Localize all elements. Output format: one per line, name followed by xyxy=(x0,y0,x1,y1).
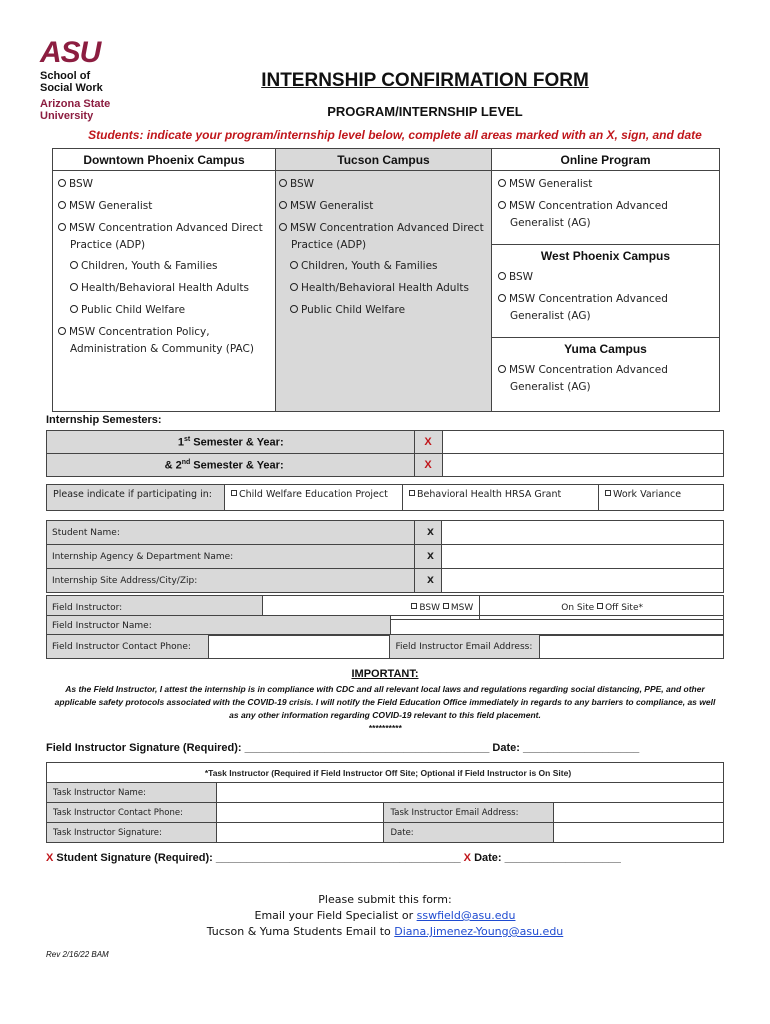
instructions: Students: indicate your program/internship level below, complete all areas marked with an X, sign, and date xyxy=(88,128,702,142)
checkbox-icon xyxy=(605,490,611,496)
student-name-label: Student Name: xyxy=(47,521,415,545)
task-instructor-note: *Task Instructor (Required if Field Instructor Off Site; Optional if Field Instructor is On Site) xyxy=(47,763,724,783)
form-subtitle: PROGRAM/INTERNSHIP LEVEL xyxy=(327,104,523,119)
ti-name-label: Task Instructor Name: xyxy=(47,783,217,803)
submit-line3: Tucson & Yuma Students Email to Diana.Jimenez-Young@asu.edu xyxy=(206,925,564,938)
fi-name-label: Field Instructor Name: xyxy=(47,616,391,636)
form-title: INTERNSHIP CONFIRMATION FORM xyxy=(261,70,589,91)
online-heading: Online Program xyxy=(492,149,719,171)
checkbox-icon xyxy=(597,603,603,609)
ti-email-label: Task Instructor Email Address: xyxy=(384,803,554,823)
downtown-cyf-option[interactable]: Children, Youth & Families xyxy=(70,258,218,275)
online-msw-generalist-option[interactable]: MSW Generalist xyxy=(498,176,592,193)
west-ag-option[interactable]: MSW Concentration Advanced Generalist (AG) xyxy=(498,291,668,325)
fi-email-label: Field Instructor Email Address: xyxy=(390,635,540,659)
first-semester-label: 1st Semester & Year: xyxy=(47,431,415,454)
field-instructor-contact-table xyxy=(46,615,724,636)
tucson-bsw-option[interactable]: BSW xyxy=(279,176,314,193)
fi-name-input[interactable] xyxy=(390,616,723,636)
radio-icon xyxy=(58,201,66,209)
site-address-label: Internship Site Address/City/Zip: xyxy=(47,569,415,593)
required-mark: X xyxy=(414,545,442,569)
downtown-msw-generalist-option[interactable]: MSW Generalist xyxy=(58,198,152,215)
field-instructor-label: Field Instructor: xyxy=(47,596,263,620)
tucson-pcw-option[interactable]: Public Child Welfare xyxy=(290,302,405,319)
task-instructor-table xyxy=(46,762,724,843)
radio-icon xyxy=(290,305,298,313)
important-line2: applicable safety protocols associated with the COVID-19 crisis. I will notify the Field Education Office immediately in regards to any barriers to compliance, as well xyxy=(54,697,716,707)
second-semester-input[interactable] xyxy=(442,454,723,477)
agency-label: Internship Agency & Department Name: xyxy=(47,545,415,569)
agency-input[interactable] xyxy=(442,545,724,569)
radio-icon xyxy=(70,305,78,313)
ti-name-input[interactable] xyxy=(216,783,723,803)
downtown-bsw-option[interactable]: BSW xyxy=(58,176,93,193)
semesters-label: Internship Semesters: xyxy=(46,414,162,426)
site-status-checkboxes[interactable]: On Site Off Site* xyxy=(480,596,724,620)
important-line3: as any other information regarding COVID-19 relevant to this field placement. xyxy=(229,710,541,720)
tucson-msw-generalist-option[interactable]: MSW Generalist xyxy=(279,198,373,215)
radio-icon xyxy=(498,294,506,302)
radio-icon xyxy=(58,223,66,231)
radio-icon xyxy=(279,223,287,231)
important-stars: ********** xyxy=(368,723,402,733)
online-ag-option[interactable]: MSW Concentration Advanced Generalist (AG) xyxy=(498,198,668,232)
radio-icon xyxy=(290,261,298,269)
field-email-link[interactable]: sswfield@asu.edu xyxy=(416,909,516,922)
downtown-pac-option[interactable]: MSW Concentration Policy, Administration & Community (PAC) xyxy=(58,324,254,358)
student-info-table xyxy=(46,520,724,593)
participation-label: Please indicate if participating in: xyxy=(47,485,225,510)
fi-email-input[interactable] xyxy=(540,635,724,659)
checkbox-icon xyxy=(443,603,449,609)
logo-line4: University xyxy=(40,110,94,122)
downtown-adp-option[interactable]: MSW Concentration Advanced Direct Practice (ADP) xyxy=(58,220,263,254)
ti-email-input[interactable] xyxy=(554,803,724,823)
first-semester-input[interactable] xyxy=(442,431,723,454)
radio-icon xyxy=(279,179,287,187)
site-address-input[interactable] xyxy=(442,569,724,593)
checkbox-icon xyxy=(231,490,237,496)
radio-icon xyxy=(498,201,506,209)
student-name-input[interactable] xyxy=(442,521,724,545)
checkbox-icon xyxy=(409,490,415,496)
hrsa-checkbox[interactable]: Behavioral Health HRSA Grant xyxy=(403,485,599,510)
fi-phone-input[interactable] xyxy=(208,635,390,659)
tucson-email-link[interactable]: Diana.Jimenez-Young@asu.edu xyxy=(394,925,564,938)
field-instructor-phone-table xyxy=(46,634,724,659)
logo-line2: Social Work xyxy=(40,82,103,94)
ti-signature-input[interactable] xyxy=(216,823,384,843)
semesters-table xyxy=(46,430,724,477)
tucson-heading: Tucson Campus xyxy=(275,149,492,171)
radio-icon xyxy=(290,283,298,291)
ti-date-input[interactable] xyxy=(554,823,724,843)
radio-icon xyxy=(58,327,66,335)
ti-date-label: Date: xyxy=(384,823,554,843)
asu-logo: ASU xyxy=(40,36,101,69)
west-bsw-option[interactable]: BSW xyxy=(498,269,533,286)
work-variance-checkbox[interactable]: Work Variance xyxy=(599,485,723,510)
important-heading: IMPORTANT: xyxy=(351,668,419,680)
submit-instructions xyxy=(0,892,770,940)
fi-signature-line[interactable]: Field Instructor Signature (Required): ________________________________________ Date: ___________________ xyxy=(46,742,640,754)
radio-icon xyxy=(58,179,66,187)
required-mark: X xyxy=(414,521,442,545)
important-text xyxy=(40,683,730,735)
logo-line3: Arizona State xyxy=(40,98,111,110)
radio-icon xyxy=(498,179,506,187)
second-semester-label: & 2nd Semester & Year: xyxy=(47,454,415,477)
yuma-ag-option[interactable]: MSW Concentration Advanced Generalist (AG) xyxy=(498,362,668,396)
ti-signature-label: Task Instructor Signature: xyxy=(47,823,217,843)
checkbox-icon xyxy=(411,603,417,609)
required-mark: X xyxy=(414,569,442,593)
submit-line1: Please submit this form: xyxy=(318,893,452,906)
cwep-checkbox[interactable]: Child Welfare Education Project xyxy=(225,485,403,510)
radio-icon xyxy=(70,283,78,291)
radio-icon xyxy=(279,201,287,209)
divider xyxy=(492,244,719,245)
program-grid xyxy=(52,148,720,412)
ti-phone-label: Task Instructor Contact Phone: xyxy=(47,803,217,823)
radio-icon xyxy=(498,272,506,280)
bsw-msw-checkboxes[interactable]: BSW MSW xyxy=(262,596,480,620)
tucson-adp-option[interactable]: MSW Concentration Advanced Direct Practice (ADP) xyxy=(279,220,484,254)
divider xyxy=(492,337,719,338)
important-line1: As the Field Instructor, I attest the internship is in compliance with CDC and all relevant local laws and regulations regarding social distancing, PPE, and other xyxy=(65,684,705,694)
west-heading: West Phoenix Campus xyxy=(540,249,671,263)
tucson-hbha-option[interactable]: Health/Behavioral Health Adults xyxy=(290,280,469,297)
tucson-cyf-option[interactable]: Children, Youth & Families xyxy=(290,258,438,275)
radio-icon xyxy=(70,261,78,269)
student-signature-line[interactable]: X Student Signature (Required): ________________________________________ X Date: ___________________ xyxy=(46,852,621,864)
revision-note: Rev 2/16/22 BAM xyxy=(46,950,109,959)
downtown-pcw-option[interactable]: Public Child Welfare xyxy=(70,302,185,319)
submit-line2: Email your Field Specialist or sswfield@asu.edu xyxy=(254,909,516,922)
ti-phone-input[interactable] xyxy=(216,803,384,823)
radio-icon xyxy=(498,365,506,373)
participation-row xyxy=(46,484,724,511)
required-mark: X xyxy=(414,454,442,477)
yuma-heading: Yuma Campus xyxy=(564,342,647,356)
downtown-heading: Downtown Phoenix Campus xyxy=(53,149,275,171)
logo-line1: School of xyxy=(40,70,91,82)
fi-phone-label: Field Instructor Contact Phone: xyxy=(47,635,209,659)
downtown-hbha-option[interactable]: Health/Behavioral Health Adults xyxy=(70,280,249,297)
required-mark: X xyxy=(414,431,442,454)
